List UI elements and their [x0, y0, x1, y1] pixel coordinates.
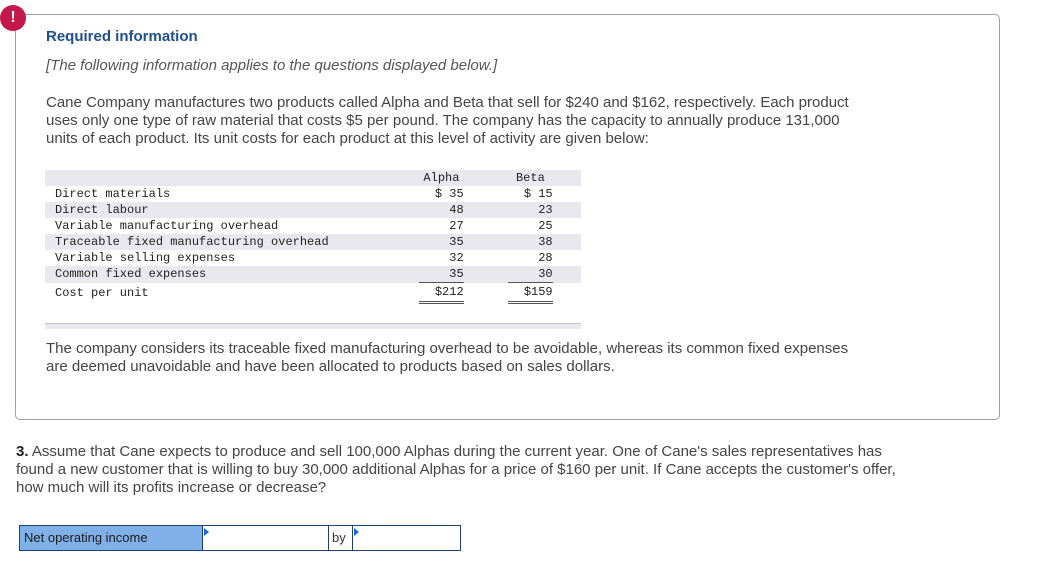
beta-value: 38	[508, 234, 552, 250]
beta-value: $ 15	[523, 187, 553, 201]
closing-paragraph	[46, 340, 946, 376]
intro-line: units of each product. Its unit costs for each product at this level of activity are given below:	[46, 130, 649, 147]
table-row	[45, 202, 581, 218]
unit-cost-table	[45, 170, 581, 304]
alpha-value: 32	[449, 251, 464, 265]
intro-paragraph	[46, 94, 946, 148]
header-beta: Beta	[508, 170, 552, 186]
table-header-row	[45, 170, 581, 186]
table-footer-divider	[45, 323, 581, 329]
question-line: how much will its profits increase or decrease?	[16, 479, 327, 496]
amount-input[interactable]	[353, 526, 460, 550]
table-row	[45, 218, 581, 234]
answer-row	[19, 525, 461, 551]
table-row	[45, 186, 581, 202]
alpha-value: 27	[449, 219, 464, 233]
alpha-value: 48	[419, 202, 463, 218]
beta-total: $159	[508, 283, 552, 303]
intro-line: Cane Company manufactures two products called Alpha and Beta that sell for $240 and $162, respectively. Each product	[46, 94, 849, 111]
row-label: Variable manufacturing overhead	[55, 219, 279, 233]
table-row	[45, 234, 581, 250]
row-label: Traceable fixed manufacturing overhead	[45, 234, 419, 250]
beta-value: 30	[508, 266, 552, 283]
header-blank	[45, 170, 419, 186]
total-label: Cost per unit	[55, 285, 149, 300]
input-marker-icon	[354, 528, 359, 536]
beta-value: 25	[538, 219, 553, 233]
net-operating-income-label: Net operating income	[20, 526, 202, 550]
question-line-text: Assume that Cane expects to produce and sell 100,000 Alphas during the current year. One of Cane's sales representatives has	[28, 443, 882, 460]
closing-line: are deemed unavoidable and have been allocated to products based on sales dollars.	[46, 358, 615, 375]
alert-icon: !	[0, 5, 26, 31]
total-row	[45, 283, 581, 303]
row-label: Variable selling expenses	[55, 251, 236, 265]
alpha-total: $212	[419, 283, 463, 303]
intro-line: uses only one type of raw material that costs $5 per pound. The company has the capacity to annually produce 131,000	[46, 112, 840, 129]
required-information-subtitle: [The following information applies to the questions displayed below.]	[46, 57, 498, 74]
row-label: Common fixed expenses	[45, 266, 419, 283]
header-alpha: Alpha	[419, 170, 463, 186]
table-row	[45, 250, 581, 266]
beta-value: 23	[508, 202, 552, 218]
question-line: found a new customer that is willing to buy 30,000 additional Alphas for a price of $160 per unit. If Cane accepts the customer's offer,	[16, 461, 896, 478]
dropdown-marker-icon	[204, 528, 209, 536]
table-row	[45, 266, 581, 283]
row-label: Direct labour	[45, 202, 419, 218]
row-label: Direct materials	[55, 187, 171, 201]
alpha-value: 35	[419, 234, 463, 250]
closing-line: The company considers its traceable fixed manufacturing overhead to be avoidable, whereas its common fixed expenses	[46, 340, 849, 357]
by-label: by	[329, 526, 353, 550]
alpha-value: 35	[419, 266, 463, 283]
beta-value: 28	[538, 251, 553, 265]
alpha-value: $ 35	[434, 187, 464, 201]
increase-decrease-dropdown[interactable]	[202, 526, 329, 550]
question-number: 3.	[16, 443, 29, 460]
question-text	[16, 443, 1001, 497]
required-information-title: Required information	[46, 28, 198, 45]
question-line	[16, 443, 1001, 461]
